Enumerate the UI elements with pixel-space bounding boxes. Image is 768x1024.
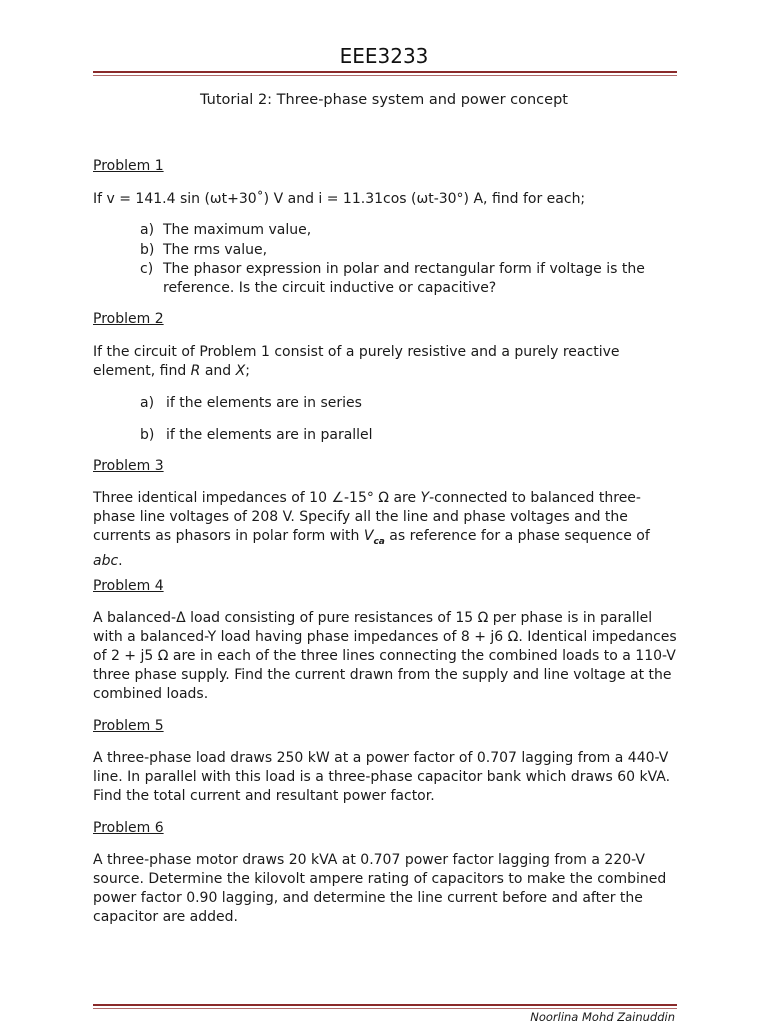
problem-3-heading: Problem 3 <box>93 458 164 474</box>
problem-4-heading: Problem 4 <box>93 578 164 594</box>
problem-3-text: Three identical impedances of 10 ∠-15° Ω are Y-connected to balanced three-phase line voltages of 208 V. Specify all the line and phase voltages and the currents as phasors in polar form with $V_{ca}$ as reference for a phase sequence of abc. <box>93 490 650 569</box>
problem-5-text: A three-phase load draws 250 kW at a power factor of 0.707 lagging from a 440-V line. In parallel with this load is a three-phase capacitor bank which draws 60 kVA. Find the total current and resultant power factor. <box>93 750 671 804</box>
course-code: EEE3233 <box>339 44 429 68</box>
problem-1-heading: Problem 1 <box>93 158 164 174</box>
header-rule <box>93 71 677 76</box>
list-item-text: The phasor expression in polar and rectangular form if voltage is the reference. Is the circuit inductive or capacitive? <box>163 261 645 296</box>
list-item-text: if the elements are in series <box>166 395 362 411</box>
variable-x: X <box>235 363 246 379</box>
problem-2-heading: Problem 2 <box>93 311 164 327</box>
list-marker: b) <box>140 242 155 258</box>
list-item-text: if the elements are in parallel <box>166 427 373 443</box>
list-marker: c) <box>140 261 154 277</box>
variable-r: R <box>190 363 201 379</box>
problem-1-intro: If v = 141.4 sin (ωt+30˚) V and i = 11.31cos (ωt-30°) A, find for each; <box>93 191 586 207</box>
problem-2-intro: If the circuit of Problem 1 consist of a purely resistive and a purely reactive element, find R and X; <box>93 344 620 379</box>
problem-5-heading: Problem 5 <box>93 718 164 734</box>
list-item-text: The rms value, <box>163 242 268 258</box>
problem-6-heading: Problem 6 <box>93 820 164 836</box>
problem-4-text: A balanced-Δ load consisting of pure resistances of 15 Ω per phase is in parallel with a balanced-Y load having phase impedances of 8 + j6 Ω. Identical impedances of 2 + j5 Ω are in each of the three lines connecting the combined loads to a 110-V three phase supply. Find the current drawn from the supply and line voltage at the combined loads. <box>93 610 677 702</box>
list-marker: a) <box>140 395 155 411</box>
problem-6-text: A three-phase motor draws 20 kVA at 0.707 power factor lagging from a 220-V source. Determine the kilovolt ampere rating of capacitors to make the combined power factor 0.90 lagging, and determine the line current before and after the capacitor are added. <box>93 852 667 925</box>
list-item-text: The maximum value, <box>163 222 312 238</box>
list-marker: a) <box>140 222 155 238</box>
footer-author: Noorlina Mohd Zainuddin <box>530 1010 675 1024</box>
footer-rule <box>93 1004 677 1009</box>
tutorial-title: Tutorial 2: Three-phase system and power concept <box>200 92 568 108</box>
list-marker: b) <box>140 427 155 443</box>
